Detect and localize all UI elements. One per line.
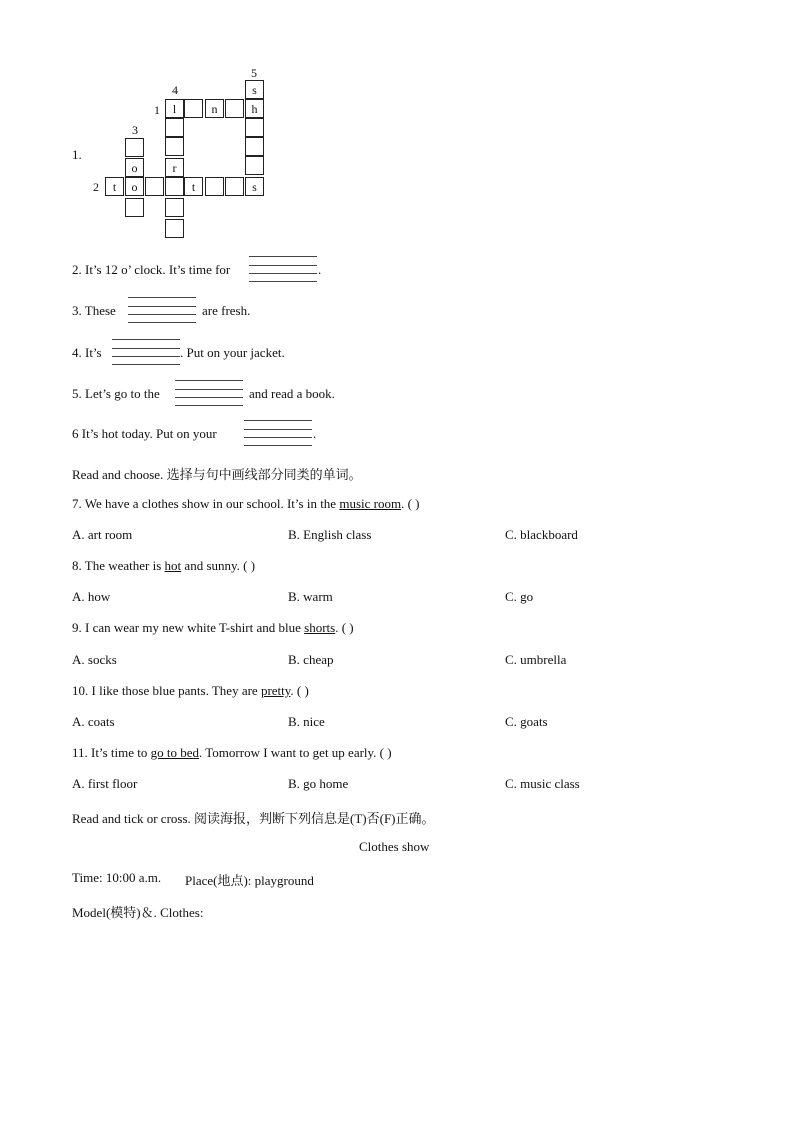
option-c[interactable]: C. blackboard (505, 527, 578, 542)
question-suffix: . Put on your jacket. (180, 345, 285, 360)
crossword-cell[interactable]: l (165, 99, 184, 118)
answer-blank[interactable] (112, 337, 180, 365)
option-c[interactable]: C. go (505, 589, 534, 604)
crossword-cell[interactable]: t (184, 177, 203, 196)
question-1-label: 1. (72, 147, 82, 162)
answer-blank[interactable] (249, 254, 317, 282)
option-a[interactable]: A. art room (72, 527, 133, 542)
question-text: 6 It’s hot today. Put on your (72, 426, 217, 441)
crossword-cell[interactable] (125, 198, 144, 217)
crossword-cell[interactable]: o (125, 177, 144, 196)
option-a[interactable]: A. how (72, 589, 111, 604)
clue-number-1: 1 (154, 103, 160, 117)
poster-model-clothes: Model(模特)＆. Clothes: (72, 905, 204, 920)
crossword-cell[interactable]: h (245, 99, 264, 118)
crossword-cell[interactable] (165, 137, 184, 156)
underlined-word: hot (164, 558, 182, 573)
clue-number-2: 2 (93, 180, 99, 194)
section-title-choose: Read and choose. 选择与句中画线部分同类的单词。 (72, 467, 362, 482)
underlined-word: go to bed (150, 745, 199, 760)
crossword-cell[interactable]: n (205, 99, 224, 118)
question-suffix: are fresh. (202, 303, 251, 318)
question-text: 5. Let’s go to the (72, 386, 160, 401)
option-b[interactable]: B. warm (288, 589, 333, 604)
crossword-cell[interactable]: o (125, 158, 144, 177)
crossword-cell[interactable]: t (105, 177, 124, 196)
question-suffix: and read a book. (249, 386, 335, 401)
question-text: 2. It’s 12 o’ clock. It’s time for (72, 262, 231, 277)
crossword-cell[interactable]: r (165, 158, 184, 177)
underlined-word: pretty (260, 683, 291, 698)
option-c[interactable]: C. goats (505, 714, 548, 729)
crossword-cell[interactable] (245, 156, 264, 175)
question-text: 8. The weather is hot and sunny. ( ) (72, 558, 256, 573)
option-b[interactable]: B. go home (288, 776, 349, 791)
answer-blank[interactable] (128, 295, 196, 323)
underlined-word: shorts (304, 620, 336, 635)
answer-blank[interactable] (175, 378, 243, 406)
crossword-cell[interactable] (245, 137, 264, 156)
question-text: 9. I can wear my new white T-shirt and blue shorts. ( ) (72, 620, 354, 635)
question-suffix: . (318, 262, 322, 277)
crossword-cell[interactable]: s (245, 177, 264, 196)
clue-number-3: 3 (132, 123, 138, 137)
answer-blank[interactable] (244, 418, 312, 446)
question-text: 4. It’s (72, 345, 102, 360)
crossword-cell[interactable] (225, 177, 244, 196)
option-a[interactable]: A. socks (72, 652, 117, 667)
section-title-tick: Read and tick or cross. 阅读海报，判断下列信息是(T)否(F)正确。 (72, 811, 435, 826)
crossword-cell[interactable] (245, 118, 264, 137)
question-text: 10. I like those blue pants. They are pretty. ( ) (72, 683, 309, 698)
clue-number-5: 5 (251, 66, 257, 80)
option-b[interactable]: B. cheap (288, 652, 334, 667)
crossword-cell[interactable] (225, 99, 244, 118)
poster-time: Time: 10:00 a.m. (72, 870, 162, 885)
poster-title: Clothes show (359, 839, 430, 854)
option-a[interactable]: A. coats (72, 714, 115, 729)
crossword-cell[interactable] (125, 138, 144, 157)
question-text: 11. It’s time to go to bed. Tomorrow I want to get up early. ( ) (72, 745, 392, 760)
option-a[interactable]: A. first floor (72, 776, 138, 791)
option-b[interactable]: B. nice (288, 714, 325, 729)
question-text: 3. These (72, 303, 116, 318)
option-c[interactable]: C. umbrella (505, 652, 567, 667)
underlined-word: music room (339, 496, 402, 511)
crossword-cell[interactable] (165, 198, 184, 217)
crossword-cell[interactable] (165, 177, 184, 196)
crossword-cell[interactable] (165, 118, 184, 137)
option-c[interactable]: C. music class (505, 776, 580, 791)
crossword-cell[interactable] (184, 99, 203, 118)
question-suffix: . (313, 426, 317, 441)
crossword-cell[interactable] (205, 177, 224, 196)
crossword-cell[interactable]: s (245, 80, 264, 99)
option-b[interactable]: B. English class (288, 527, 372, 542)
question-text: 7. We have a clothes show in our school. It’s in the music room. ( ) (72, 496, 420, 511)
crossword-cell[interactable] (145, 177, 164, 196)
poster-place: Place(地点): playground (185, 873, 314, 888)
clue-number-4: 4 (172, 83, 178, 97)
crossword-cell[interactable] (165, 219, 184, 238)
